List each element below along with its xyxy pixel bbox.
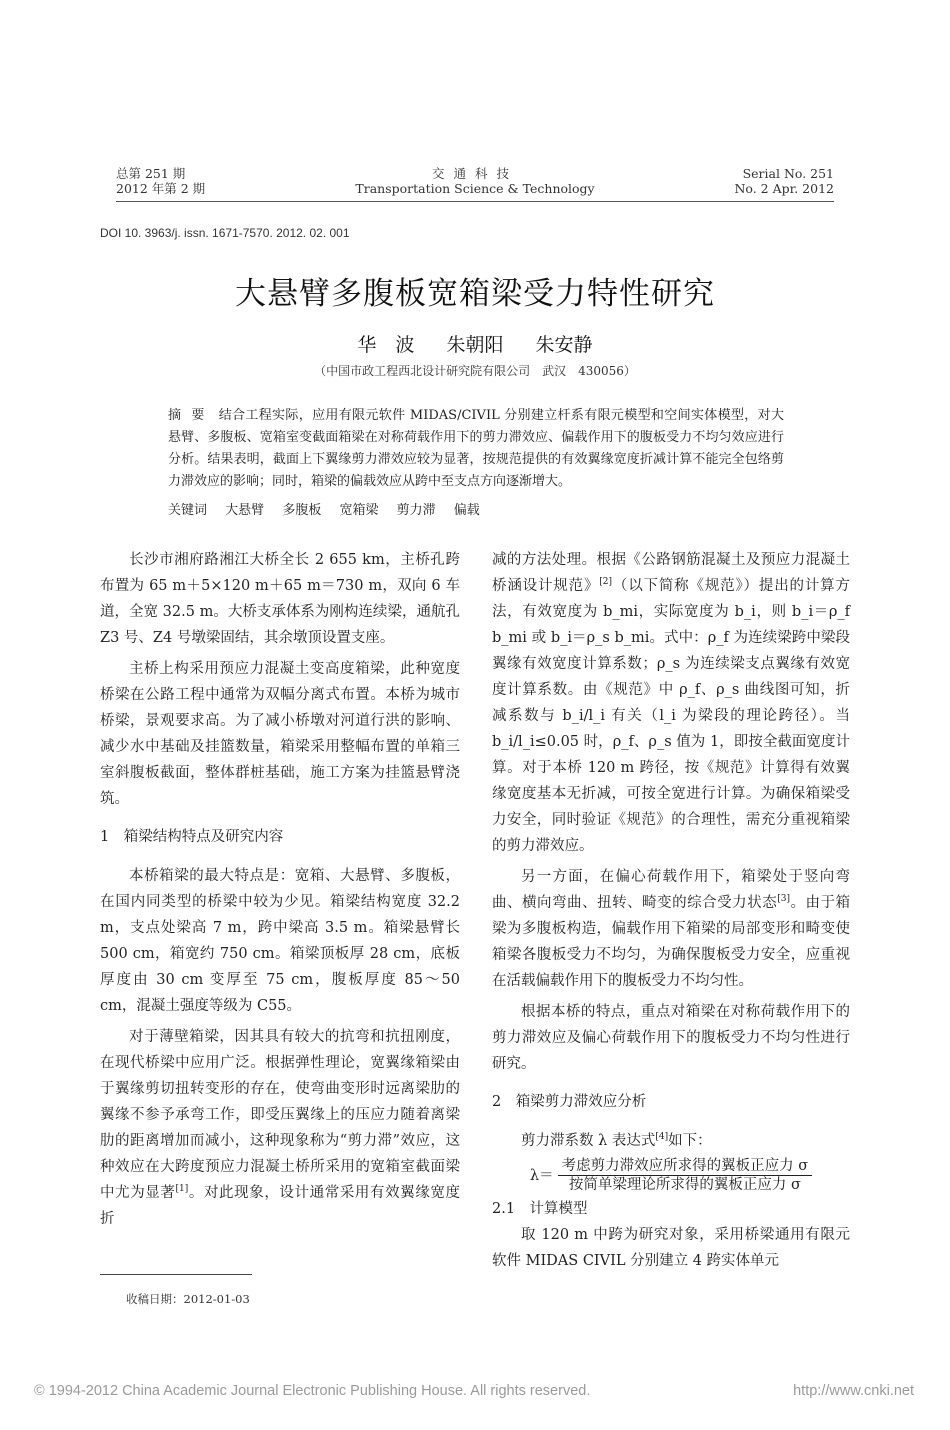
subsection-heading: 2.1 计算模型 <box>492 1201 588 1217</box>
footnote-rule <box>100 1274 252 1275</box>
footnote-received-date: 收稿日期：2012-01-03 <box>126 1292 250 1306</box>
paragraph-text: 剪力滞系数 λ 表达式 <box>521 1133 656 1149</box>
paragraph-text: 如下： <box>668 1133 712 1149</box>
journal-name <box>340 166 610 196</box>
paragraph: 取 120 m 中跨为研究对象，采用桥梁通用有限元软件 MIDAS CIVIL 分别建立 4 跨实体单元 <box>492 1227 850 1269</box>
keyword: 大悬臂 <box>225 503 265 518</box>
paragraph: 本桥箱梁的最大特点是：宽箱、大悬臂、多腹板，在国内同类型的桥梁中较为少见。箱梁结构宽度 32.2 m，支点处梁高 7 m，跨中梁高 3.5 m。箱梁悬臂长 500 cm，箱宽约 750 cm。箱梁顶板厚 28 cm，底板厚度由 30 cm 变厚至 75 cm，腹板厚度 85～50 cm，混凝土强度等级为 C55。 <box>100 868 460 1014</box>
abstract <box>168 405 784 493</box>
header-rule <box>116 201 834 202</box>
paragraph-text: 。由于箱梁为多腹板构造，偏载作用下箱梁的局部变形和畸变使箱梁各腹板受力不均匀，为确保腹板受力安全，应重视在活载偏载作用下的腹板受力不均匀性。 <box>492 895 851 989</box>
paragraph: 主桥上构采用预应力混凝土变高度箱梁，此种宽度桥梁在公路工程中通常为双幅分离式布置。本桥为城市桥梁，景观要求高。为了减小桥墩对河道行洪的影响、减少水中基础及挂篮数量，箱梁采用整幅布置的单箱三室斜腹板截面，整体群桩基础，施工方案为挂篮悬臂浇筑。 <box>100 661 460 807</box>
authors <box>0 330 950 357</box>
author: 朱安静 <box>535 334 593 356</box>
keyword: 多腹板 <box>282 503 322 518</box>
formula-shear-lag <box>492 1157 850 1194</box>
paragraph-text: 。对此现象，设计通常采用有效翼缘宽度折 <box>100 1185 461 1227</box>
paragraph <box>492 864 850 994</box>
issue-year: 2012 年第 2 期 <box>116 181 206 196</box>
abstract-text: 结合工程实际，应用有限元软件 MIDAS/CIVIL 分别建立杆系有限元模型和空间实体模型，对大悬臂、多腹板、宽箱室变截面箱梁在对称荷载作用下的剪力滞效应、偏载作用下的腹板受力不均匀效应进行分析。结果表明，截面上下翼缘剪力滞效应较为显著，按规范提供的有效翼缘宽度折减计算不能完全包络剪力滞效应的影响；同时，箱梁的偏载效应从跨中至支点方向逐渐增大。 <box>168 408 784 489</box>
issue-total: 总第 251 期 <box>116 166 186 181</box>
formula-numerator: 考虑剪力滞效应所求得的翼板正应力 σ <box>558 1157 813 1176</box>
formula-denominator: 按简单梁理论所求得的翼板正应力 σ <box>568 1177 801 1193</box>
copyright-text: © 1994-2012 China Academic Journal Electronic Publishing House. All rights reserved. <box>34 1383 591 1399</box>
author: 华 波 <box>357 334 415 356</box>
paragraph-text: （以下简称《规范》）提出的计算方法，有效宽度为 b_mi，实际宽度为 b_i，则 b_i＝ρ_f b_mi 或 b_i＝ρ_s b_mi。式中：ρ_f 为连续梁跨中梁段翼缘有效宽度计算系数；ρ_s 为连续梁支点翼缘有效宽度计算系数。由《规范》中 ρ_f、ρ_s 曲线图可知，折减系数与 b_i/l_i 有关（l_i 为梁段的理论跨径）。当 b_i/l_i≤0.05 时，ρ_f、ρ_s 值为 1，即按全截面宽度计算。对于本桥 120 m 跨径，按《规范》计算得有效翼缘宽度基本无折减，可按全宽进行计算。为确保箱梁受力安全，同时验证《规范》的合理性，需充分重视箱梁的剪力滞效应。 <box>492 578 851 854</box>
paragraph <box>492 1128 850 1154</box>
paragraph-text: 对于薄壁箱梁，因其具有较大的抗弯和抗扭刚度，在现代桥梁中应用广泛。根据弹性理论，宽翼缘箱梁由于翼缘剪切扭转变形的存在，使弯曲变形时远离梁肋的翼缘不参予承弯工作，即受压翼缘上的压应力随着离梁肋的距离增加而减小，这种现象称为“剪力滞”效应，这种效应在大跨度预应力混凝土桥所采用的宽箱室截面梁中尤为显著 <box>100 1029 460 1201</box>
serial-number: Serial No. 251 <box>742 166 834 181</box>
citation: [1] <box>175 1184 189 1195</box>
keywords-label: 关键词 <box>168 503 208 518</box>
journal-name-en: Transportation Science & Technology <box>355 181 595 196</box>
doi: DOI 10. 3963/j. issn. 1671-7570. 2012. 02. 001 <box>100 226 350 240</box>
left-column <box>100 547 460 1237</box>
journal-name-cn: 交通科技 <box>431 166 518 181</box>
paragraph: 根据本桥的特点，重点对箱梁在对称荷载作用下的剪力滞效应及偏心荷载作用下的腹板受力不均匀性进行研究。 <box>492 1004 850 1072</box>
paragraph-text: 另一方面，在偏心荷载作用下，箱梁处于竖向弯曲、横向弯曲、扭转、畸变的综合受力状态 <box>492 869 850 911</box>
author: 朱朝阳 <box>446 334 504 356</box>
formula-lhs: λ＝ <box>529 1167 554 1184</box>
section-heading: 1 箱梁结构特点及研究内容 <box>100 829 284 845</box>
paragraph <box>100 1024 460 1232</box>
keyword: 剪力滞 <box>396 503 436 518</box>
copyright-bar <box>34 1383 914 1399</box>
abstract-label: 摘要 <box>168 408 215 423</box>
keyword: 宽箱梁 <box>339 503 379 518</box>
journal-issue-cn <box>116 166 205 196</box>
paragraph-text: 减的方法处理。根据《公路钢筋混凝土及预应力混凝土桥涵设计规范》 <box>492 552 850 594</box>
paragraph: 长沙市湘府路湘江大桥全长 2 655 km，主桥孔跨布置为 65 m＋5×120 m＋65 m＝730 m，双向 6 车道，全宽 32.5 m。大桥支承体系为刚构连续梁，通航孔 Z3 号、Z4 号墩梁固结，其余墩顶设置支座。 <box>100 552 460 646</box>
citation: [2] <box>599 577 613 588</box>
paragraph <box>492 547 850 859</box>
section-heading: 2 箱梁剪力滞效应分析 <box>492 1094 647 1110</box>
affiliation: （中国市政工程西北设计研究院有限公司 武汉 430056） <box>314 364 636 378</box>
keyword: 偏载 <box>453 503 480 518</box>
citation: [3] <box>777 894 790 905</box>
journal-issue-en <box>734 166 834 196</box>
keywords <box>168 500 784 522</box>
right-column <box>492 547 850 1279</box>
citation: [4] <box>655 1132 669 1143</box>
paper-title: 大悬臂多腹板宽箱梁受力特性研究 <box>235 276 715 312</box>
issue-date: No. 2 Apr. 2012 <box>734 181 834 196</box>
formula-fraction <box>558 1157 813 1194</box>
cnki-url[interactable]: http://www.cnki.net <box>793 1383 914 1399</box>
